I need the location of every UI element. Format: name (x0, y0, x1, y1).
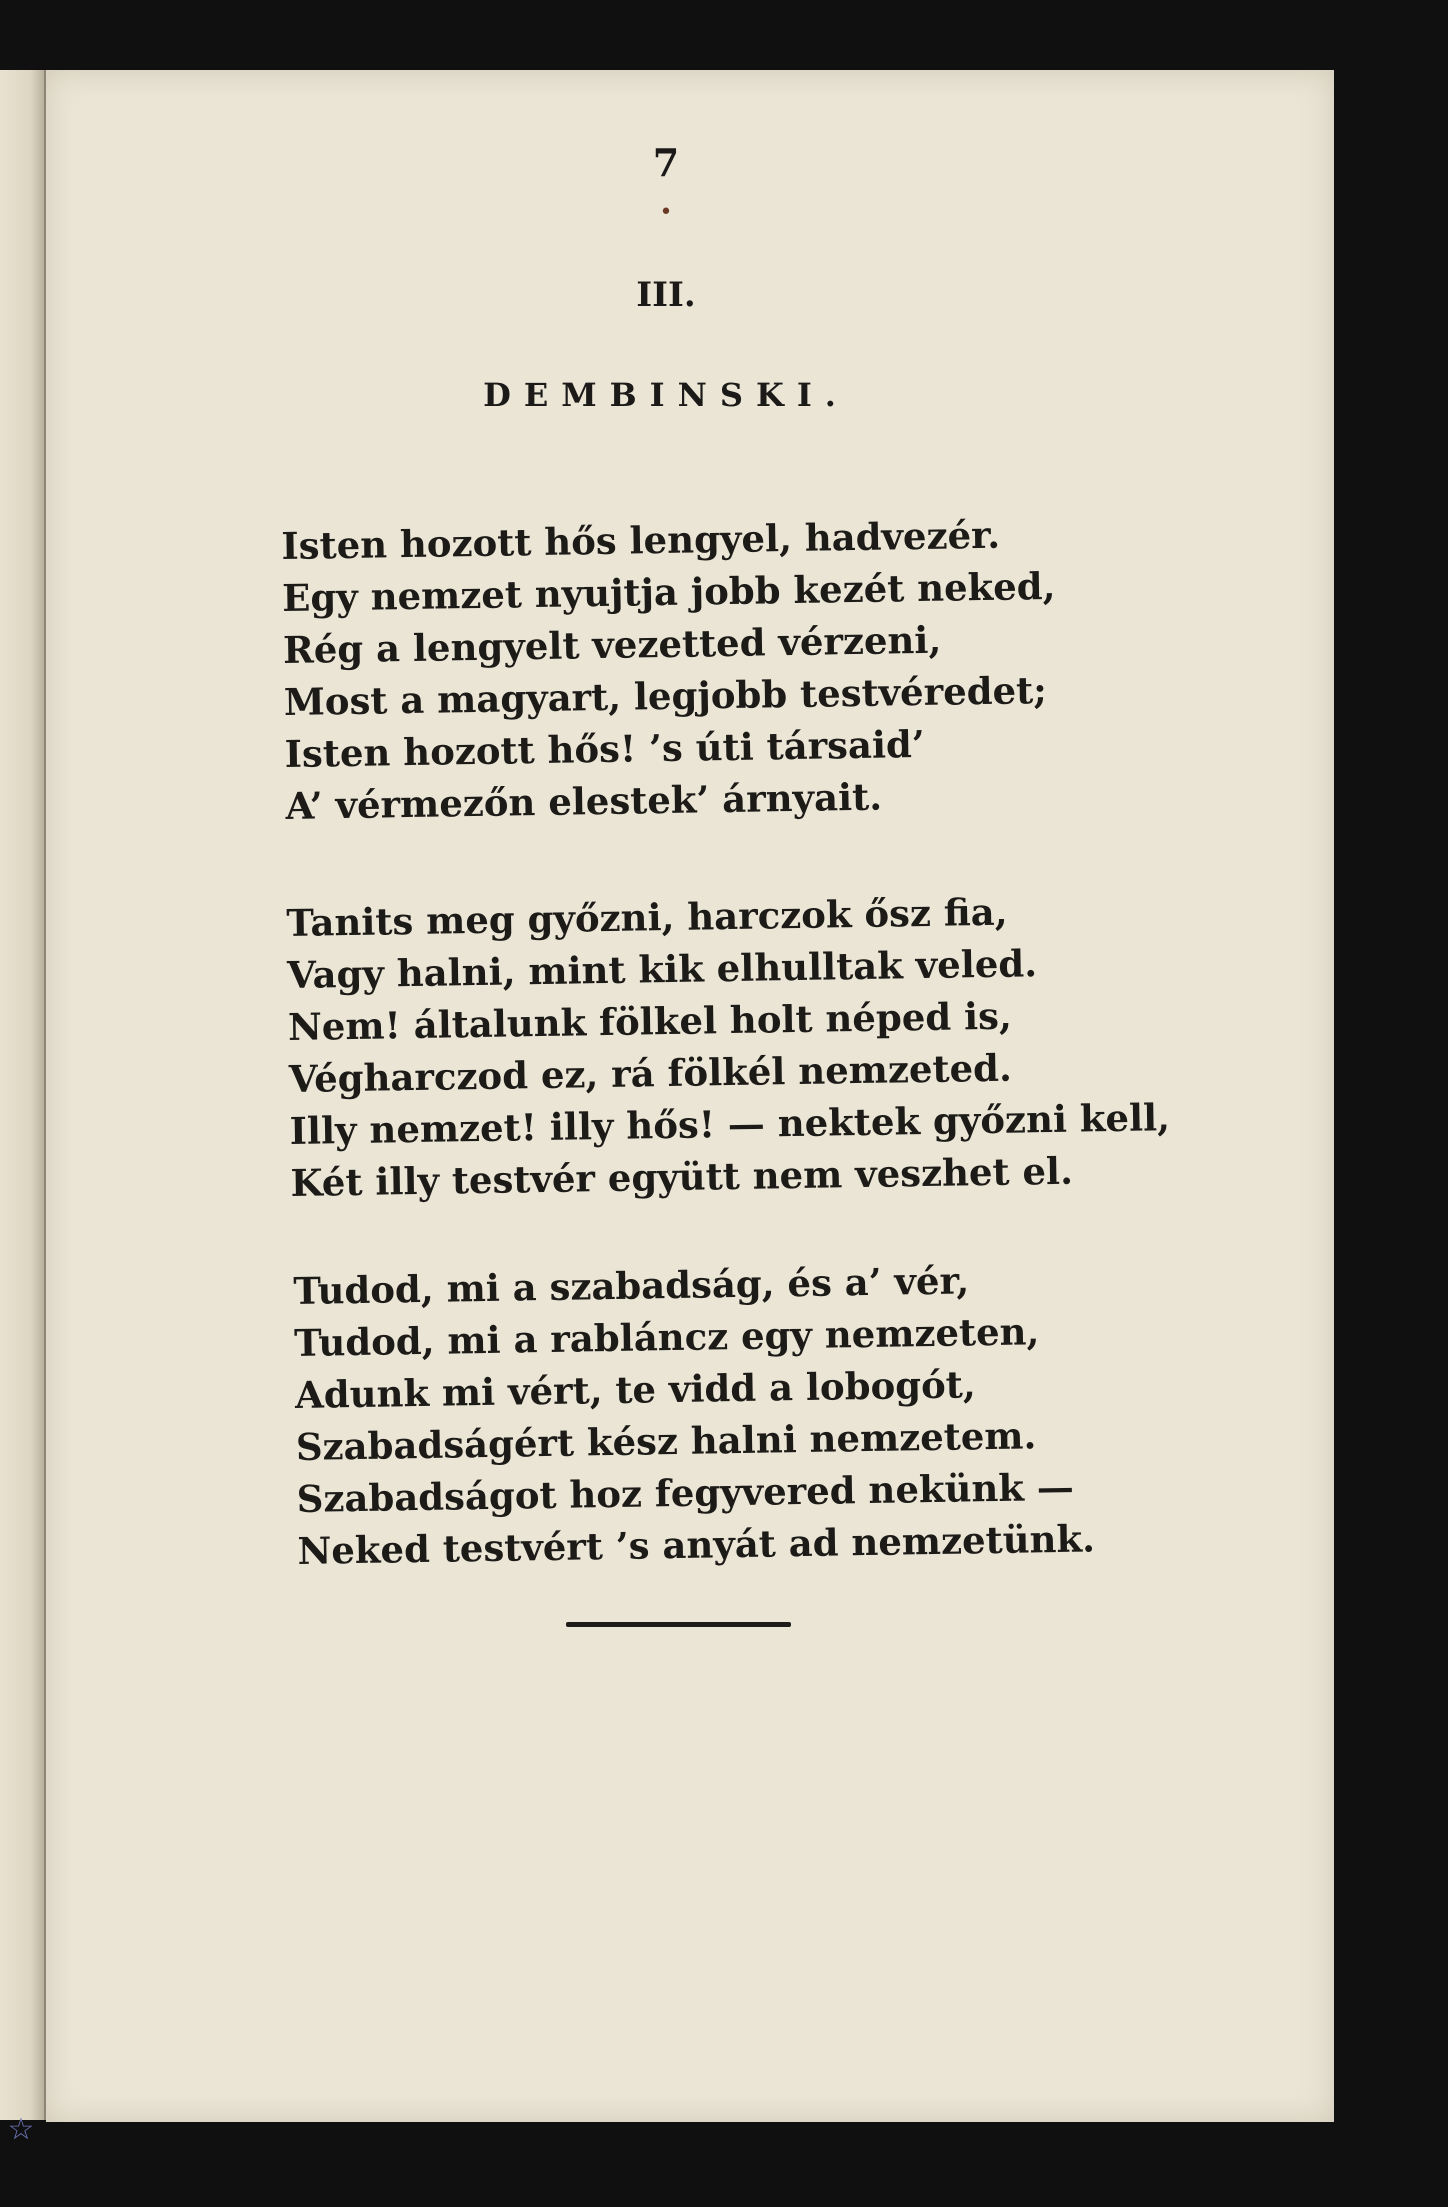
poem-line: Egy nemzet nyujtja jobb kezét neked, (281, 563, 1056, 620)
poem-line: Neked testvért ’s anyát ad nemzetünk. (297, 1516, 1096, 1573)
poem-line: Vagy halni, mint kik elhulltak veled. (286, 941, 1038, 997)
poem-line: Tanits meg győzni, harczok ősz fia, (286, 889, 1008, 945)
poem-line: Nem! általunk fölkel holt néped is, (287, 993, 1013, 1049)
poem-line: Illy nemzet! illy hős! — nektek győzni kell, (289, 1095, 1171, 1153)
poem-line: Szabadságért kész halni nemzetem. (295, 1413, 1037, 1469)
end-rule (566, 1622, 791, 1627)
stanza-2 (286, 882, 1251, 1209)
poem-line: Végharczod ez, rá fölkél nemzeted. (288, 1045, 1013, 1101)
poem-line: Szabadságot hoz fegyvered nekünk — (296, 1464, 1075, 1521)
poem-line: Isten hozott hős lengyel, hadvezér. (281, 512, 1001, 568)
book-page (46, 70, 1334, 2122)
poem-line: Tudod, mi a szabadság, és a’ vér, (293, 1258, 970, 1313)
page-number: 7 (652, 140, 680, 185)
poem-line: A’ vérmezőn elestek’ árnyait. (285, 774, 883, 828)
poem-line: Most a magyart, legjobb testvéredet; (283, 667, 1048, 724)
poem-title: DEMBINSKI. (483, 376, 849, 414)
library-stamp-icon: ☆ (7, 2112, 35, 2147)
previous-page-edge (0, 70, 46, 2147)
stanza-3 (293, 1250, 1258, 1577)
section-number: III. (636, 275, 696, 315)
poem-line: Adunk mi vért, te vidd a lobogót, (294, 1362, 977, 1417)
ornament-icon: • (659, 200, 673, 225)
poem-line: Isten hozott hős! ’s úti társaid’ (284, 721, 926, 776)
poem-line: Tudod, mi a rabláncz egy nemzeten, (293, 1309, 1040, 1365)
poem-line: Két illy testvér együtt nem veszhet el. (290, 1148, 1074, 1205)
stanza-1 (281, 505, 1246, 832)
poem-line: Rég a lengyelt vezetted vérzeni, (282, 617, 942, 672)
